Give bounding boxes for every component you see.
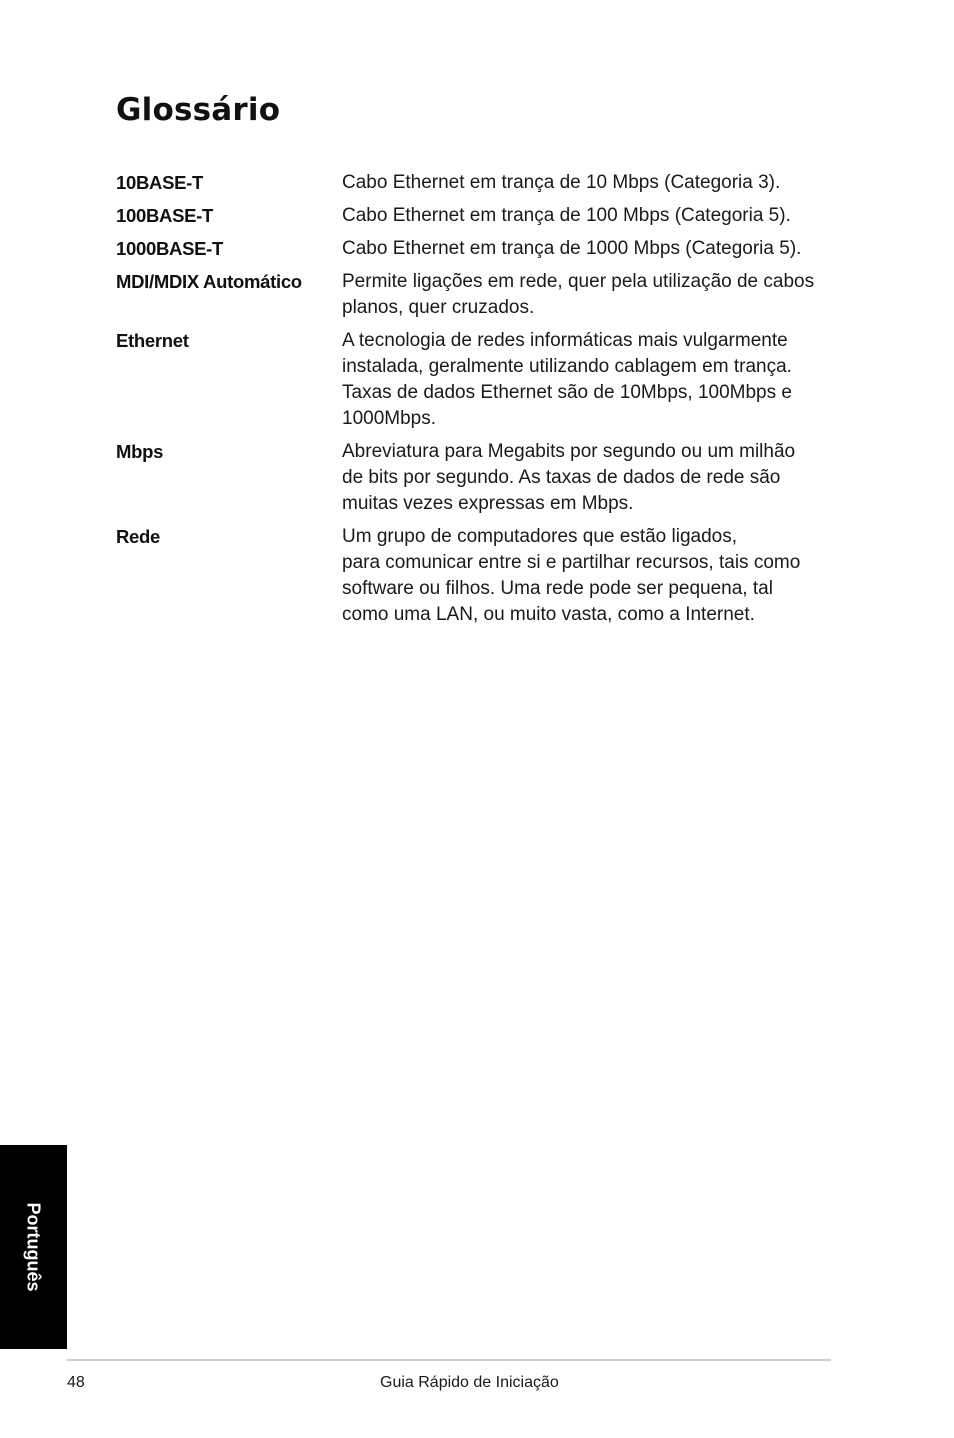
definition-line: Cabo Ethernet em trança de 100 Mbps (Categoria 5). — [342, 205, 791, 226]
footer-document-title: Guia Rápido de Iniciação — [380, 1374, 559, 1391]
definition-line: como uma LAN, ou muito vasta, como a Internet. — [342, 604, 755, 625]
glossary-entry-1000base-t — [116, 236, 836, 262]
definition-line: A tecnologia de redes informáticas mais vulgarmente — [342, 330, 788, 351]
definition-line: 1000Mbps. — [342, 408, 437, 429]
page-number: 48 — [67, 1374, 85, 1391]
definition-line: planos, quer cruzados. — [342, 297, 535, 318]
glossary-term: Rede — [116, 526, 161, 547]
definition-line: para comunicar entre si e partilhar recursos, tais como — [342, 552, 801, 573]
footer-divider — [67, 1359, 831, 1361]
glossary-definition — [342, 170, 836, 196]
definition-line: instalada, geralmente utilizando cablagem em trança. — [342, 356, 792, 377]
glossary-entry-mbps — [116, 439, 836, 517]
definition-line: muitas vezes expressas em Mbps. — [342, 493, 634, 514]
definition-line: Cabo Ethernet em trança de 1000 Mbps (Categoria 5). — [342, 238, 802, 259]
glossary-term: Mbps — [116, 441, 164, 462]
glossary-term: 10BASE-T — [116, 172, 204, 193]
definition-line: software ou filhos. Uma rede pode ser pequena, tal — [342, 578, 773, 599]
definition-line: Cabo Ethernet em trança de 10 Mbps (Categoria 3). — [342, 172, 781, 193]
glossary-definition — [342, 439, 836, 517]
definition-line: Taxas de dados Ethernet são de 10Mbps, 100Mbps e — [342, 382, 792, 403]
language-tab-label: Português — [23, 1202, 44, 1292]
glossary-entry-ethernet — [116, 328, 836, 432]
definition-line: Abreviatura para Megabits por segundo ou um milhão — [342, 441, 796, 462]
glossary-entry-rede — [116, 524, 836, 628]
definition-line: Permite ligações em rede, quer pela utilização de cabos — [342, 271, 815, 292]
glossary-definition — [342, 524, 836, 628]
glossary-definition — [342, 328, 836, 432]
page-title: Glossário — [116, 92, 281, 128]
glossary-entry-100base-t — [116, 203, 836, 229]
glossary-term: 100BASE-T — [116, 205, 214, 226]
glossary-definition — [342, 203, 836, 229]
definition-line: Um grupo de computadores que estão ligados, — [342, 526, 738, 547]
definition-line: de bits por segundo. As taxas de dados de rede são — [342, 467, 781, 488]
glossary-entry-mdi-mdix — [116, 269, 836, 321]
glossary-definition — [342, 236, 836, 262]
glossary-term: Ethernet — [116, 330, 189, 351]
glossary-entry-10base-t — [116, 170, 836, 196]
language-side-tab — [0, 1145, 67, 1349]
glossary-list — [116, 170, 836, 635]
glossary-definition — [342, 269, 836, 321]
glossary-term: MDI/MDIX Automático — [116, 271, 302, 292]
glossary-term: 1000BASE-T — [116, 238, 224, 259]
